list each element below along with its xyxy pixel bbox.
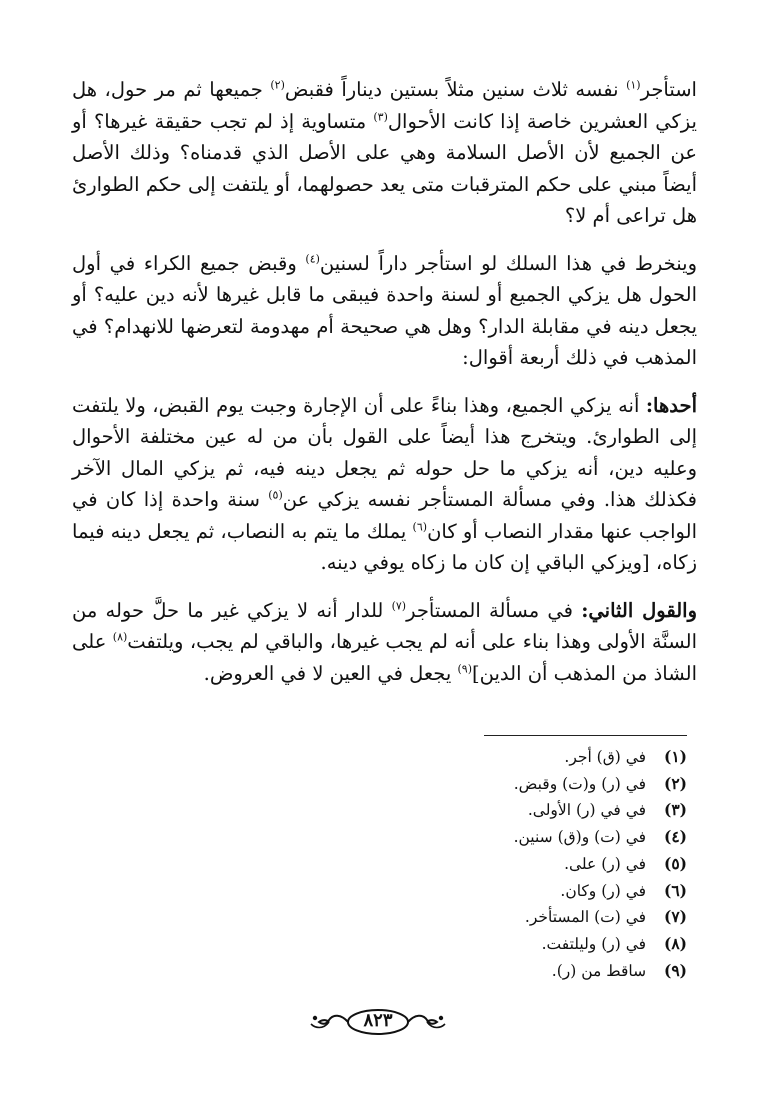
page-number-ornament xyxy=(303,1006,453,1038)
paragraph-body: في مسألة المستأجر$^{(٧)}$ للدار أنه لا يزكي غير ما حلَّ حوله من السنَّة الأولى وهذا بناء على أنه لم يجب غيرها، والباقي لم يجب، ويلتفت$^{(٨)}$ على الشاذ من المذهب أن الدين]$^{(٩)}$ يجعل في العين لا في العروض. xyxy=(72,598,698,685)
footnote-number: (٣) xyxy=(663,800,687,820)
footnote xyxy=(287,851,687,878)
footnote-number: (١) xyxy=(663,747,687,766)
footnote xyxy=(287,878,687,905)
footnote-number: (٢) xyxy=(663,773,687,793)
footnote-text: في (ر) وكان. xyxy=(560,881,647,900)
footnote-number: (٧) xyxy=(663,907,687,927)
paragraph-body: أنه يزكي الجميع، وهذا بناءً على أن الإجارة وجبت يوم القبض، ولا يلتفت إلى الطوارئ. ويتخرج هذا أيضاً على القول بأن من له عين مختلفة الأحوال وعليه دين، أنه يزكي ما حل حوله ثم يجعل دينه فيه، ثم يزكي المال الآخر فكذلك هذا. وفي مسألة المستأجر نفسه يزكي عن$^{(٥)}$ سنة واحدة إذا كان في الواجب عنها مقدار النصاب أو كان$^{(٦)}$ يملك ما يتم به النصاب، ثم يجعل دينه فيما زكاه، [ويزكي الباقي إن كان ما زكاه يوفي دينه. xyxy=(72,393,697,574)
footnote-text: في (ت) المستأخر. xyxy=(524,908,647,927)
paragraph-body: استأجر$^{(١)}$ نفسه ثلاث سنين مثلاً بستين ديناراً فقبض$^{(٢)}$ جميعها ثم مر حول، هل يزكي العشرين خاصة إذا كانت الأحوال$^{(٣)}$ متساوية إذ لم تجب حقيقة غيرها؟ أو عن الجميع لأن الأصل السلامة وهي على الأصل الذي قدمناه؟ وذلك الأصل أيضاً مبني على حكم المترقبات متى يعد حصولهما، أو يلتفت إلى حكم الطوارئ هل تراعى أم لا؟ xyxy=(72,78,697,227)
main-text xyxy=(72,74,697,705)
paragraph-body: وينخرط في هذا السلك لو استأجر داراً لسنين$^{(٤)}$ وقبض جميع الكراء في أول الحول هل يزكي الجميع أو لسنة واحدة فيبقى ما قابل غيرها لأنه دين عليه؟ أو يجعل دينه في مقابلة الدار؟ وهل هي صحيحة أم مهدومة لتعرضها للانهدام؟ في المذهب في ذلك أربعة أقوال: xyxy=(72,251,697,369)
footnote-separator xyxy=(484,735,687,736)
footnote-text: ساقط من (ر). xyxy=(551,961,647,980)
paragraph-3 xyxy=(72,390,697,579)
footnote-number: (٩) xyxy=(663,960,687,980)
footnote xyxy=(287,904,687,931)
footnote-text: في في (ر) الأولى. xyxy=(527,801,647,820)
footnote xyxy=(287,771,687,798)
footnote-number: (٥) xyxy=(663,853,687,873)
paragraph-lead: والقول الثاني: xyxy=(581,598,697,622)
footnote xyxy=(287,931,687,958)
footnote-text: في (ر) وليلتفت. xyxy=(541,934,647,953)
footnote-text: في (ر) على. xyxy=(564,854,647,873)
footnote-number: (٨) xyxy=(663,933,687,953)
footnote-number: (٦) xyxy=(663,880,687,900)
footnote xyxy=(287,797,687,824)
footnote xyxy=(287,744,687,771)
footnote-number: (٤) xyxy=(663,827,687,847)
footnote xyxy=(287,958,687,985)
footnote-text: في (ق) أجر. xyxy=(564,748,647,766)
footnotes xyxy=(287,744,687,984)
paragraph-1 xyxy=(72,74,697,232)
footnote xyxy=(287,824,687,851)
footnote-text: في (ر) و(ت) وقبض. xyxy=(513,774,647,793)
paragraph-4 xyxy=(72,595,697,690)
paragraph-2 xyxy=(72,248,697,374)
page-number: ٨٢٣ xyxy=(363,1010,393,1031)
footnote-text: في (ت) و(ق) سنين. xyxy=(513,828,647,847)
paragraph-lead: أحدها: xyxy=(645,393,697,417)
